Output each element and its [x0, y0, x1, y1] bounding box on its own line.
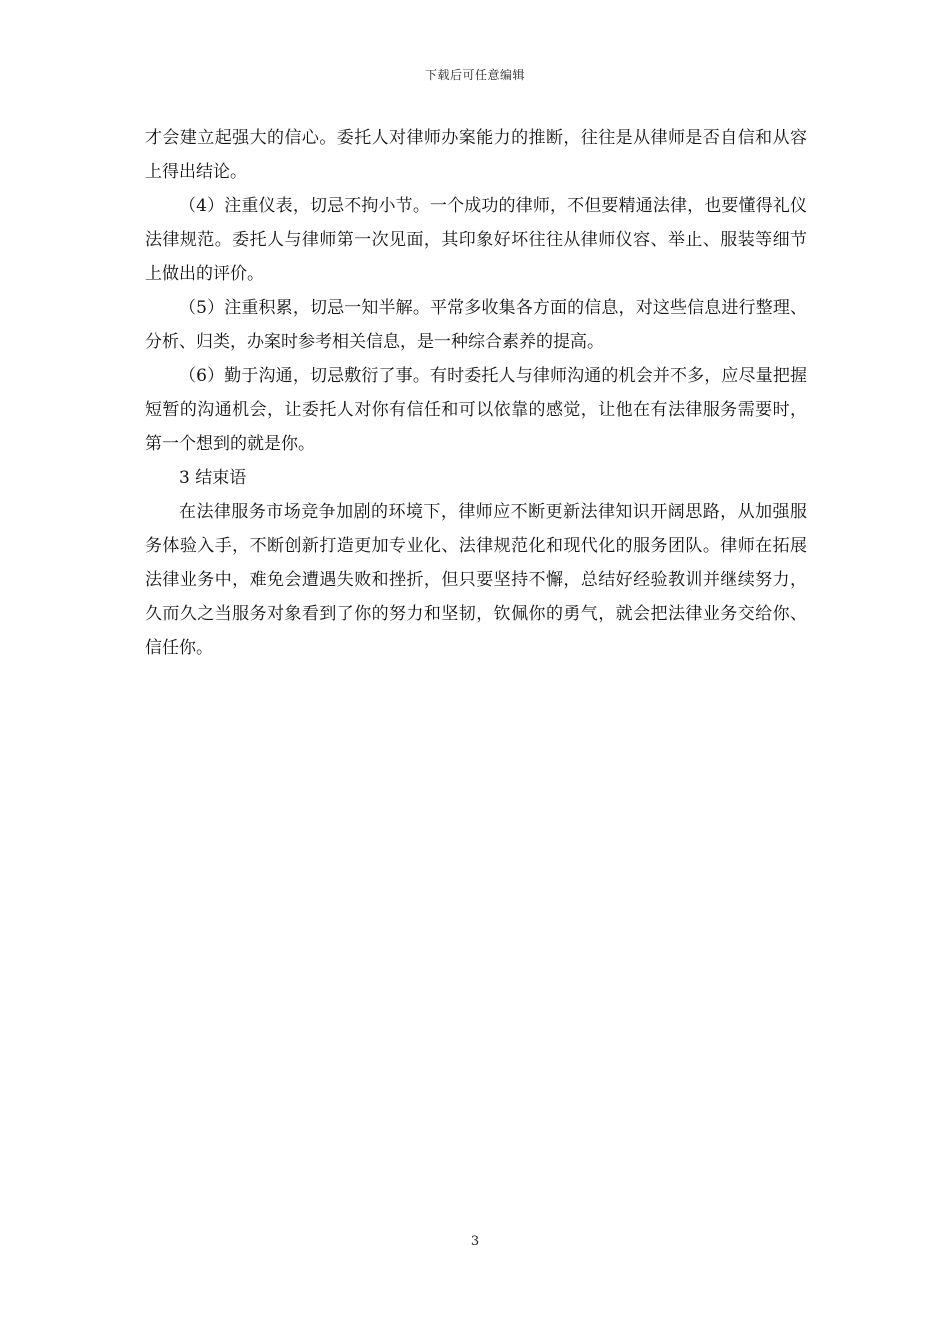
document-body — [145, 121, 807, 665]
paragraph-continuation: 才会建立起强大的信心。委托人对律师办案能力的推断，往往是从律师是否自信和从容上得出结论。 — [145, 128, 807, 182]
page-number: 3 — [470, 1234, 480, 1249]
section-heading: 3 结束语 — [179, 468, 247, 488]
paragraph-item-6: （6）勤于沟通，切忌敷衍了事。有时委托人与律师沟通的机会并不多，应尽量把握短暂的沟通机会，让委托人对你有信任和可以依靠的感觉，让他在有法律服务需要时，第一个想到的就是你。 — [145, 366, 807, 454]
paragraph-conclusion: 在法律服务市场竞争加剧的环境下，律师应不断更新法律知识开阔思路，从加强服务体验入手，不断创新打造更加专业化、法律规范化和现代化的服务团队。律师在拓展法律业务中，难免会遭遇失败和挫折，但只要坚持不懈，总结好经验教训并继续努力，久而久之当服务对象看到了你的努力和坚韧，钦佩你的勇气，就会把法律业务交给你、信任你。 — [145, 502, 807, 658]
page-header: 下载后可任意编辑 — [424, 68, 525, 82]
paragraph-item-4: （4）注重仪表，切忌不拘小节。一个成功的律师，不但要精通法律，也要懂得礼仪法律规范。委托人与律师第一次见面，其印象好坏往往从律师仪容、举止、服装等细节上做出的评价。 — [145, 196, 807, 284]
paragraph-item-5: （5）注重积累，切忌一知半解。平常多收集各方面的信息，对这些信息进行整理、分析、归类，办案时参考相关信息，是一种综合素养的提高。 — [145, 298, 807, 352]
